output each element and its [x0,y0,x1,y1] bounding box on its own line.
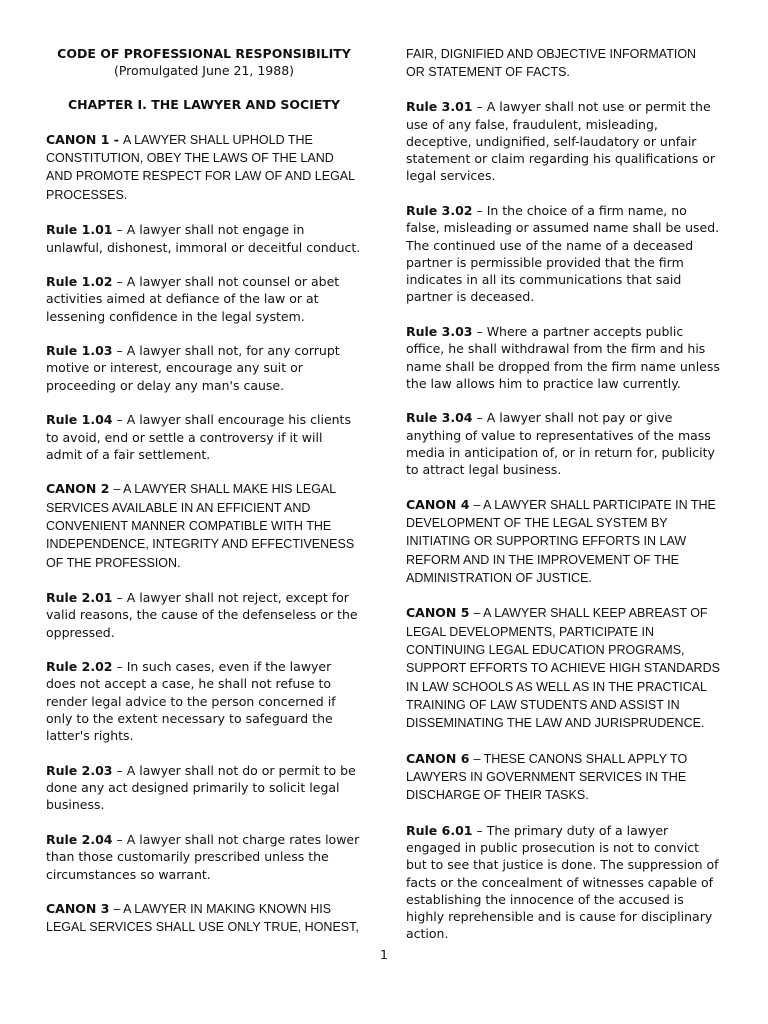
rule-3-03 [406,323,722,392]
rule-2-01 [46,589,362,641]
rule-2-02 [46,658,362,744]
rule-2-03 [46,762,362,814]
document-subtitle: (Promulgated June 21, 1988) [113,62,295,78]
canon-label: CANON 3 [46,901,110,917]
page-number: 1 [380,947,388,962]
canon-label: CANON 5 [406,605,470,621]
canon-text: FAIR, DIGNIFIED AND OBJECTIVE INFORMATION OR STATEMENT OF FACTS. [406,46,697,79]
rule-6-01 [406,822,722,943]
rule-3-02 [406,202,722,306]
canon-4 [406,496,722,587]
canon-label: CANON 4 [406,496,470,512]
rule-2-04 [46,831,362,883]
rule-label: Rule 1.03 [46,343,113,359]
canon-5 [406,604,722,732]
rule-label: Rule 3.03 [406,323,473,339]
rule-label: Rule 3.04 [406,410,473,426]
canon-label: CANON 1 - [46,131,119,147]
rule-label: Rule 2.01 [46,590,113,606]
rule-text: – The primary duty of a lawyer engaged in public prosecution is not to convict but to see that justice is done. The suppression of facts or the concealment of witnesses capable of establishing the innocence of the accused is highly reprehensible and is cause for disciplinary action. [406,822,719,942]
canon-6 [406,750,722,805]
rule-label: Rule 3.02 [406,203,473,218]
right-column [406,45,722,960]
rule-label: Rule 1.02 [46,274,113,290]
rule-text: – A lawyer shall not reject, except for valid reasons, the cause of the defenseless or the oppressed. [46,590,358,640]
rule-1-04 [46,411,362,463]
canon-text: – A LAWYER SHALL MAKE HIS LEGAL SERVICES AVAILABLE IN AN EFFICIENT AND CONVENIENT MANNER COMPATIBLE WITH THE INDEPENDENCE, INTEGRITY AND EFFECTIVENESS OF THE PROFESSION. [46,482,355,570]
rule-label: Rule 1.01 [46,222,113,238]
document-title: CODE OF PROFESSIONAL RESPONSIBILITY [57,45,351,61]
rule-3-04 [406,409,722,478]
canon-text: – A LAWYER IN MAKING KNOWN HIS LEGAL SERVICES SHALL USE ONLY TRUE, HONEST, [46,902,359,935]
chapter-heading: CHAPTER I. THE LAWYER AND SOCIETY [67,97,340,113]
rule-label: Rule 2.03 [46,762,113,778]
canon-text: – A LAWYER SHALL KEEP ABREAST OF LEGAL DEVELOPMENTS, PARTICIPATE IN CONTINUING LEGAL EDUCATION PROGRAMS, SUPPORT EFFORTS TO ACHIEVE HIGH STANDARDS IN LAW SCHOOLS AS WELL AS IN THE PRACTICAL TRAINING OF LAW STUDENTS AND ASSIST IN DISSEMINATING THE LAW AND JURISPRUDENCE. [406,606,720,731]
rule-label: Rule 2.02 [46,659,113,675]
rule-1-03 [46,342,362,394]
rule-text: – A lawyer shall not counsel or abet activities aimed at defiance of the law or at lessening confidence in the legal system. [46,274,340,324]
rule-1-02 [46,273,362,325]
rule-text: – A lawyer shall not use or permit the use of any false, fraudulent, misleading, deceptive, undignified, self-laudatory or unfair statement or claim regarding his qualifications or legal services. [406,99,715,184]
rule-text: – Where a partner accepts public office, he shall withdrawal from the firm and his name shall be dropped from the firm name unless the law allows him to practice law currently. [406,323,720,391]
rule-label: Rule 6.01 [406,822,473,838]
canon-3-continued [406,45,722,82]
canon-text: – THESE CANONS SHALL APPLY TO LAWYERS IN GOVERNMENT SERVICES IN THE DISCHARGE OF THEIR TASKS. [406,751,688,803]
canon-text: – A LAWYER SHALL PARTICIPATE IN THE DEVELOPMENT OF THE LEGAL SYSTEM BY INITIATING OR SUPPORTING EFFORTS IN LAW REFORM AND IN THE IMPROVEMENT OF THE ADMINISTRATION OF JUSTICE. [406,497,716,585]
rule-text: – In the choice of a firm name, no false, misleading or assumed name shall be used. The continued use of the name of a deceased partner is permissible provided that the firm indicates in all its communications that said partner is deceased. [406,203,720,305]
canon-1 [46,131,362,204]
rule-text: – A lawyer shall not charge rates lower than those customarily prescribed unless the circumstances so warrant. [46,831,360,882]
rule-text: – A lawyer shall not do or permit to be done any act designed primarily to solicit legal business. [46,762,356,813]
rule-text: – A lawyer shall encourage his clients to avoid, end or settle a controversy if it will admit of a fair settlement. [46,412,351,462]
canon-2 [46,480,362,571]
rule-label: Rule 3.01 [406,99,473,115]
canon-text: A LAWYER SHALL UPHOLD THE CONSTITUTION, OBEY THE LAWS OF THE LAND AND PROMOTE RESPECT FOR LAW OF AND LEGAL PROCESSES. [46,132,356,202]
rule-label: Rule 1.04 [46,412,113,428]
rule-1-01 [46,221,362,256]
rule-text: – A lawyer shall not, for any corrupt motive or interest, encourage any suit or proceeding or delay any man's cause. [46,343,340,393]
rule-3-01 [406,98,722,184]
canon-label: CANON 6 [406,750,470,766]
left-column [46,45,362,954]
rule-text: – A lawyer shall not pay or give anything of value to representatives of the mass media in anticipation of, or in return for, publicity to attract legal business. [406,410,715,478]
rule-text: – A lawyer shall not engage in unlawful, dishonest, immoral or deceitful conduct. [46,222,361,255]
rule-text: – In such cases, even if the lawyer does not accept a case, he shall not refuse to render legal advice to the person concerned if only to the extent necessary to safeguard the latter's rights. [46,659,336,744]
canon-label: CANON 2 [46,481,110,497]
rule-label: Rule 2.04 [46,831,113,847]
canon-3 [46,900,362,937]
